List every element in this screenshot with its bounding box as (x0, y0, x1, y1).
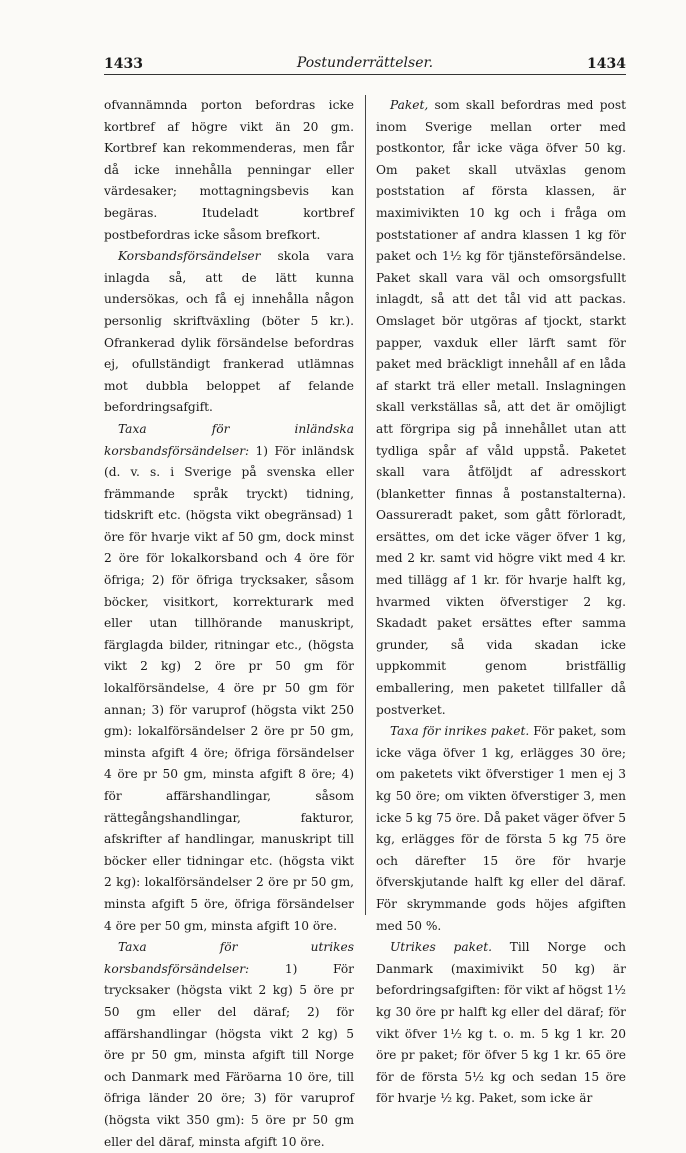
paragraph-heading: Utrikes paket. (390, 940, 492, 955)
paragraph-heading: Paket, (390, 98, 429, 112)
paragraph-body: För paket, som icke väga öfver 1 kg, erlägges 30 öre; om paketets vikt öfverstiger 1 men ej 3 kg 50 öre; om vikten öfverstiger 3, men icke 5 kg 75 öre. Då paket väger öfver 5 kg, erlägges för de första 5 kg 75 öre och därefter 15 öre för hvarje öfverskjutande halft kg eller del däraf. För skrymmande gods höjes afgiften med 50 %. (376, 724, 626, 933)
paragraph-inland-taxa (104, 419, 354, 937)
paragraph-body: Till Norge och Danmark (maximivikt 50 kg) är befordringsafgiften: för vikt af högst 1½ kg 30 öre pr halft kg eller del däraf; för vikt öfver 1½ kg t. o. m. 5 kg 1 kr. 20 öre pr paket; för öfver 5 kg 1 kr. 65 öre för de första 5½ kg och sedan 15 öre för hvarje ½ kg. Paket, som icke är (376, 940, 626, 1106)
right-column (376, 95, 626, 1110)
left-page-number: 1433 (104, 56, 143, 72)
running-title: Postunderrättelser. (296, 55, 434, 71)
paragraph-body: 1) För trycksaker (högsta vikt 2 kg) 5 öre pr 50 gm eller del däraf; 2) för affärshandlingar (högsta vikt 2 kg) 5 öre pr 50 gm, minsta afgift till Norge och Danmark med Färöarna 10 öre, till öfriga länder 20 öre; 3) för varuprof (högsta vikt 350 gm): 5 öre pr 50 gm eller del däraf, minsta afgift 10 öre. (104, 961, 354, 1149)
paragraph-korsband (104, 246, 354, 419)
column-divider (365, 95, 366, 915)
paragraph-heading: Taxa för utrikes korsbandsförsändelser: (104, 940, 354, 976)
page-header (104, 52, 626, 75)
paragraph-heading: Taxa för inländska korsbandsförsändelser: (104, 421, 354, 458)
paragraph-heading: Taxa för inrikes paket. (390, 724, 530, 739)
paragraph-utrikes-paket (376, 937, 626, 1110)
paragraph-body: 1) För inländsk (d. v. s. i Sverige på svenska eller främmande språk tryckt) tidning, tidskrift etc. (högsta vikt obegränsad) 1 öre för hvarje vikt af 50 gm, dock minst 2 öre för lokalkorsband och 4 öre för öfriga; 2) för öfriga trycksaker, såsom böcker, visitkort, korrekturark med eller utan tillhörande manuskript, färglagda bilder, ritningar etc., (högsta vikt 2 kg) 2 öre pr 50 gm för lokalförsändelse, 4 öre pr 50 gm för annan; 3) för varuprof (högsta vikt 250 gm): lokalförsändelser 2 öre pr 50 gm, minsta afgift 4 öre; öfriga försändelser 4 öre pr 50 gm, minsta afgift 8 öre; 4) för affärshandlingar, såsom rättegångshandlingar, fakturor, afskrifter af handlingar, manuskript till böcker eller tidningar etc. (högsta vikt 2 kg): lokalförsändelser 2 öre pr 50 gm, minsta afgift 5 öre, öfriga försändelser 4 öre per 50 gm, minsta afgift 10 öre. (104, 443, 354, 933)
paragraph-inrikes-paket (376, 721, 626, 937)
paragraph-body: skola vara inlagda så, att de lätt kunna undersökas, och få ej innehålla någon personlig skriftväxling (böter 5 kr.). Ofrankerad dylik försändelse befordras ej, ofullständigt frankerad utlämnas mot dubbla beloppet af felande befordringsafgift. (104, 249, 354, 415)
paragraph-kortbref: ofvannämnda porton befordras icke kortbref af högre vikt än 20 gm. Kortbref kan rekommenderas, men får då icke innehålla penningar eller värdesaker; mottagningsbevis kan begäras. Itudeladt kortbref postbefordras icke såsom brefkort. (104, 98, 354, 242)
right-page-number: 1434 (587, 56, 626, 72)
paragraph-body: som skall befordras med post inom Sverige mellan orter med postkontor, får icke väga öfver 50 kg. Om paket skall utväxlas genom poststation af första klassen, är maximivikten 10 kg och i fråga om poststationer af andra klassen 1 kg för paket och 1½ kg för tjänsteförsändelse. Paket skall vara väl och omsorgsfullt inlagdt, så att det tål vid att packas. Omslaget bör utgöras af tjockt, starkt papper, vaxduk eller lärft samt för paket med bräckligt innehåll af en låda af starkt trä eller metall. Inslagningen skall verkställas så, att det är omöjligt att förgripa sig på innehållet utan att tydliga spår af våld uppstå. Paketet skall vara åtföljdt af adresskort (blanketter finnas å postanstalterna). Oassureradt paket, som gått förloradt, ersättes, om det icke väger öfver 1 kg, med 2 kr. samt vid högre vikt med 4 kr. med tillägg af 1 kr. för hvarje halft kg, hvarmed vikten öfverstiger 2 kg. Skadadt paket ersättes efter samma grunder, så vida skadan icke uppkommit genom bristfällig emballering, men paketet tillfaller då postverket. (376, 98, 626, 717)
left-column (104, 95, 354, 1153)
paragraph-heading: Korsbandsförsändelser (118, 249, 261, 264)
paragraph-paket (376, 95, 626, 721)
paragraph-utrikes-taxa (104, 937, 354, 1153)
